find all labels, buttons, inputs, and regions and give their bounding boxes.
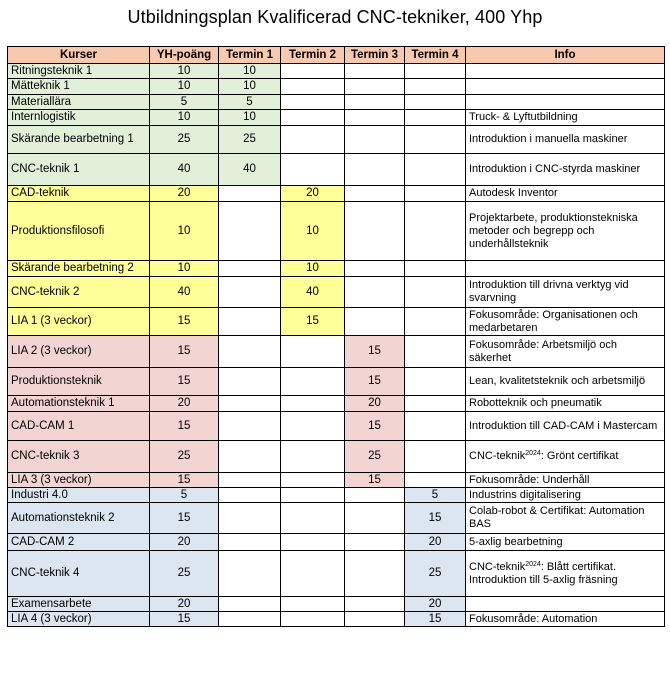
- course-points: 25: [150, 126, 219, 154]
- termin-1-cell: [219, 441, 281, 473]
- termin-2-cell: 20: [281, 186, 345, 202]
- termin-3-cell: [345, 612, 405, 627]
- termin-1-cell: 10: [219, 79, 281, 95]
- course-name: Produktionsteknik: [8, 368, 150, 396]
- termin-2-cell: [281, 551, 345, 597]
- termin-3-cell: [345, 488, 405, 503]
- course-points: 20: [150, 396, 219, 412]
- table-row: [8, 473, 665, 488]
- table-row: [8, 154, 665, 186]
- course-info: Fokusområde: Automation: [466, 612, 665, 627]
- termin-1-cell: [219, 336, 281, 368]
- termin-2-cell: [281, 95, 345, 110]
- course-points: 20: [150, 597, 219, 612]
- course-info: [466, 261, 665, 277]
- header-termin-1: Termin 1: [219, 47, 281, 64]
- course-points: 10: [150, 261, 219, 277]
- course-points: 20: [150, 534, 219, 551]
- course-points: 15: [150, 503, 219, 534]
- page-title: Utbildningsplan Kvalificerad CNC-tekniker, 400 Yhp: [127, 7, 543, 27]
- header-kurser: Kurser: [8, 47, 150, 64]
- course-points: 40: [150, 277, 219, 308]
- termin-2-cell: [281, 79, 345, 95]
- course-points: 40: [150, 154, 219, 186]
- course-name: Produktionsfilosofi: [8, 202, 150, 261]
- course-name: CNC-teknik 2: [8, 277, 150, 308]
- termin-1-cell: 25: [219, 126, 281, 154]
- table-row: [8, 488, 665, 503]
- table-row: [8, 597, 665, 612]
- termin-4-cell: [405, 412, 466, 441]
- course-points: 15: [150, 368, 219, 396]
- termin-2-cell: 10: [281, 202, 345, 261]
- termin-3-cell: [345, 503, 405, 534]
- course-points: 25: [150, 551, 219, 597]
- table-row: [8, 202, 665, 261]
- termin-4-cell: 15: [405, 612, 466, 627]
- termin-2-cell: 40: [281, 277, 345, 308]
- course-info: Introduktion i CNC-styrda maskiner: [466, 154, 665, 186]
- course-name: LIA 1 (3 veckor): [8, 308, 150, 336]
- table-row: [8, 551, 665, 597]
- termin-2-cell: [281, 126, 345, 154]
- termin-3-cell: [345, 95, 405, 110]
- termin-4-cell: [405, 336, 466, 368]
- termin-4-cell: 5: [405, 488, 466, 503]
- course-name: CNC-teknik 1: [8, 154, 150, 186]
- termin-3-cell: 15: [345, 412, 405, 441]
- table-row: [8, 503, 665, 534]
- header-termin-3: Termin 3: [345, 47, 405, 64]
- termin-3-cell: [345, 154, 405, 186]
- course-info: Colab-robot & Certifikat: Automation BAS: [466, 503, 665, 534]
- info-text: CNC-teknik: [469, 450, 526, 462]
- course-info: Fokusområde: Underhåll: [466, 473, 665, 488]
- course-info: [466, 64, 665, 79]
- termin-2-cell: [281, 503, 345, 534]
- termin-4-cell: 25: [405, 551, 466, 597]
- course-name: Skärande bearbetning 2: [8, 261, 150, 277]
- course-name: Automationsteknik 1: [8, 396, 150, 412]
- termin-1-cell: [219, 308, 281, 336]
- table-row: [8, 110, 665, 126]
- table-row: [8, 412, 665, 441]
- termin-3-cell: [345, 308, 405, 336]
- termin-1-cell: [219, 368, 281, 396]
- termin-4-cell: 20: [405, 597, 466, 612]
- termin-3-cell: [345, 186, 405, 202]
- course-info: [466, 551, 665, 597]
- termin-1-cell: 10: [219, 64, 281, 79]
- course-name: Industri 4.0: [8, 488, 150, 503]
- termin-4-cell: 15: [405, 503, 466, 534]
- course-info: Introduktion till CAD-CAM i Mastercam: [466, 412, 665, 441]
- course-info: [466, 79, 665, 95]
- termin-4-cell: [405, 441, 466, 473]
- termin-1-cell: [219, 396, 281, 412]
- info-text: CNC-teknik: [469, 560, 526, 573]
- termin-2-cell: [281, 64, 345, 79]
- termin-2-cell: [281, 597, 345, 612]
- course-info: Industrins digitalisering: [466, 488, 665, 503]
- header-termin-4: Termin 4: [405, 47, 466, 64]
- termin-2-cell: [281, 336, 345, 368]
- table-row: [8, 126, 665, 154]
- course-info: Projektarbete, produktionstekniska metoder och begrepp och underhållsteknik: [466, 202, 665, 261]
- table-row: [8, 612, 665, 627]
- termin-4-cell: [405, 473, 466, 488]
- course-points: 15: [150, 336, 219, 368]
- termin-3-cell: [345, 64, 405, 79]
- termin-2-cell: [281, 412, 345, 441]
- termin-1-cell: 40: [219, 154, 281, 186]
- course-info: Fokusområde: Arbetsmiljö och säkerhet: [466, 336, 665, 368]
- course-points: 15: [150, 412, 219, 441]
- info-superscript: 2024: [525, 560, 541, 568]
- course-info: Introduktion till drivna verktyg vid svarvning: [466, 277, 665, 308]
- termin-4-cell: [405, 186, 466, 202]
- termin-1-cell: [219, 597, 281, 612]
- termin-3-cell: 15: [345, 473, 405, 488]
- table-row: [8, 277, 665, 308]
- termin-4-cell: [405, 64, 466, 79]
- header-row: [8, 47, 665, 64]
- course-info: Fokusområde: Organisationen och medarbetaren: [466, 308, 665, 336]
- termin-3-cell: [345, 534, 405, 551]
- course-name: Ritningsteknik 1: [8, 64, 150, 79]
- course-name: CAD-teknik: [8, 186, 150, 202]
- termin-1-cell: [219, 551, 281, 597]
- termin-4-cell: [405, 277, 466, 308]
- table-row: [8, 396, 665, 412]
- termin-3-cell: 25: [345, 441, 405, 473]
- termin-2-cell: [281, 396, 345, 412]
- termin-2-cell: 15: [281, 308, 345, 336]
- course-name: Materiallära: [8, 95, 150, 110]
- header-yh-poang: YH-poäng: [150, 47, 219, 64]
- course-info: [466, 95, 665, 110]
- termin-1-cell: [219, 412, 281, 441]
- course-name: Mätteknik 1: [8, 79, 150, 95]
- course-info: Autodesk Inventor: [466, 186, 665, 202]
- header-termin-2: Termin 2: [281, 47, 345, 64]
- termin-4-cell: [405, 261, 466, 277]
- termin-2-cell: [281, 473, 345, 488]
- course-points: 5: [150, 95, 219, 110]
- course-name: Examensarbete: [8, 597, 150, 612]
- termin-1-cell: 10: [219, 110, 281, 126]
- course-points: 15: [150, 473, 219, 488]
- course-name: Automationsteknik 2: [8, 503, 150, 534]
- course-points: 5: [150, 488, 219, 503]
- termin-4-cell: [405, 202, 466, 261]
- course-name: Internlogistik: [8, 110, 150, 126]
- table-row: [8, 534, 665, 551]
- info-text: : Grönt certifikat: [540, 450, 619, 462]
- table-row: [8, 95, 665, 110]
- table-row: [8, 64, 665, 79]
- course-points: 10: [150, 110, 219, 126]
- course-points: 10: [150, 202, 219, 261]
- termin-4-cell: [405, 95, 466, 110]
- course-info: Truck- & Lyftutbildning: [466, 110, 665, 126]
- termin-1-cell: 5: [219, 95, 281, 110]
- termin-2-cell: [281, 488, 345, 503]
- course-info: 5-axlig bearbetning: [466, 534, 665, 551]
- termin-2-cell: 10: [281, 261, 345, 277]
- termin-1-cell: [219, 261, 281, 277]
- termin-1-cell: [219, 473, 281, 488]
- course-name: CAD-CAM 1: [8, 412, 150, 441]
- termin-3-cell: [345, 597, 405, 612]
- termin-3-cell: [345, 277, 405, 308]
- termin-2-cell: [281, 110, 345, 126]
- termin-4-cell: [405, 368, 466, 396]
- termin-3-cell: 15: [345, 336, 405, 368]
- course-info: Robotteknik och pneumatik: [466, 396, 665, 412]
- table-row: [8, 368, 665, 396]
- header-info: Info: [466, 47, 665, 64]
- termin-3-cell: 15: [345, 368, 405, 396]
- termin-4-cell: [405, 396, 466, 412]
- course-name: LIA 3 (3 veckor): [8, 473, 150, 488]
- course-points: 10: [150, 79, 219, 95]
- course-points: 15: [150, 612, 219, 627]
- termin-4-cell: [405, 126, 466, 154]
- course-points: 15: [150, 308, 219, 336]
- termin-1-cell: [219, 612, 281, 627]
- termin-1-cell: [219, 186, 281, 202]
- table-row: [8, 79, 665, 95]
- termin-2-cell: [281, 154, 345, 186]
- termin-3-cell: [345, 202, 405, 261]
- course-name: LIA 4 (3 veckor): [8, 612, 150, 627]
- termin-3-cell: [345, 79, 405, 95]
- table-row: [8, 308, 665, 336]
- course-name: CNC-teknik 4: [8, 551, 150, 597]
- info-text: : Blått certifikat. Introduktion till 5-axlig fräsning: [469, 560, 618, 586]
- termin-4-cell: [405, 79, 466, 95]
- termin-3-cell: [345, 126, 405, 154]
- course-name: LIA 2 (3 veckor): [8, 336, 150, 368]
- termin-2-cell: [281, 612, 345, 627]
- course-points: 20: [150, 186, 219, 202]
- course-points: 10: [150, 64, 219, 79]
- termin-3-cell: [345, 551, 405, 597]
- course-info: Lean, kvalitetsteknik och arbetsmiljö: [466, 368, 665, 396]
- course-points: 25: [150, 441, 219, 473]
- termin-3-cell: [345, 261, 405, 277]
- termin-2-cell: [281, 441, 345, 473]
- termin-2-cell: [281, 534, 345, 551]
- termin-2-cell: [281, 368, 345, 396]
- info-superscript: 2024: [525, 450, 541, 457]
- termin-3-cell: 20: [345, 396, 405, 412]
- termin-3-cell: [345, 110, 405, 126]
- termin-1-cell: [219, 488, 281, 503]
- termin-1-cell: [219, 277, 281, 308]
- course-name: Skärande bearbetning 1: [8, 126, 150, 154]
- table-row: [8, 336, 665, 368]
- course-name: CAD-CAM 2: [8, 534, 150, 551]
- termin-1-cell: [219, 534, 281, 551]
- termin-1-cell: [219, 202, 281, 261]
- termin-4-cell: [405, 154, 466, 186]
- table-row: [8, 261, 665, 277]
- course-info: Introduktion i manuella maskiner: [466, 126, 665, 154]
- termin-4-cell: [405, 110, 466, 126]
- course-name: CNC-teknik 3: [8, 441, 150, 473]
- termin-4-cell: 20: [405, 534, 466, 551]
- table-row: [8, 441, 665, 473]
- course-info: [466, 441, 665, 473]
- table-row: [8, 186, 665, 202]
- termin-1-cell: [219, 503, 281, 534]
- course-info: [466, 597, 665, 612]
- termin-4-cell: [405, 308, 466, 336]
- course-plan-table: [7, 46, 665, 627]
